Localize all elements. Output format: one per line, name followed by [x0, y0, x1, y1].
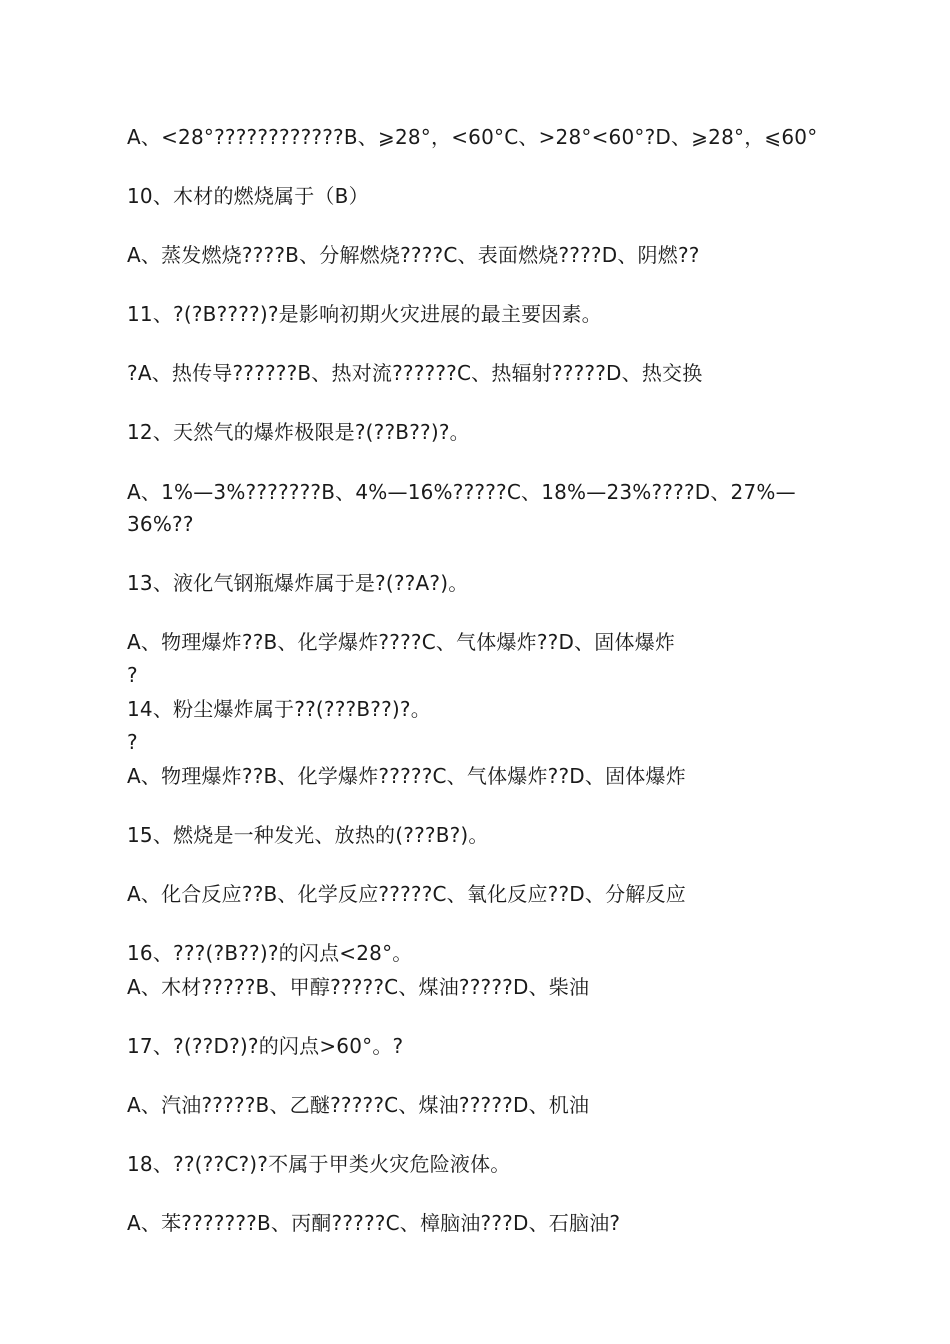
answer-options-18: A、苯???????B、丙酮?????C、樟脑油???D、石脑油?: [127, 1211, 621, 1235]
answer-options-11: ?A、热传导??????B、热对流??????C、热辐射?????D、热交换: [127, 361, 703, 385]
answer-options-12: A、1%—3%???????B、4%—16%?????C、18%—23%????D、27%—: [127, 480, 796, 504]
question-12: 12、天然气的爆炸极限是?(??B??)?。: [127, 420, 470, 444]
question-18: 18、??(??C?)?不属于甲类火灾危险液体。: [127, 1152, 511, 1176]
answer-options-15: A、化合反应??B、化学反应?????C、氧化反应??D、分解反应: [127, 882, 686, 906]
question-16: 16、???(?B??)?的闪点<28°。: [127, 941, 413, 965]
answer-options-9: A、<28°????????????B、⩾28°，<60°C、>28°<60°?D、⩾28°，⩽60°: [127, 125, 818, 149]
question-11: 11、?(?B????)?是影响初期火灾进展的最主要因素。: [127, 302, 602, 326]
answer-options-13: A、物理爆炸??B、化学爆炸????C、气体爆炸??D、固体爆炸: [127, 630, 676, 654]
answer-options-14: A、物理爆炸??B、化学爆炸?????C、气体爆炸??D、固体爆炸: [127, 764, 686, 788]
question-17: 17、?(??D?)?的闪点>60°。?: [127, 1034, 404, 1058]
stray-mark: ?: [127, 730, 138, 754]
question-10: 10、木材的燃烧属于（B）: [127, 184, 369, 208]
answer-options-17: A、汽油?????B、乙醚?????C、煤油?????D、机油: [127, 1093, 590, 1117]
question-13: 13、液化气钢瓶爆炸属于是?(??A?)。: [127, 571, 469, 595]
answer-options-12-continued: 36%??: [127, 512, 194, 536]
answer-options-16: A、木材?????B、甲醇?????C、煤油?????D、柴油: [127, 975, 590, 999]
answer-options-10: A、蒸发燃烧????B、分解燃烧????C、表面燃烧????D、阴燃??: [127, 243, 700, 267]
stray-mark: ?: [127, 663, 138, 687]
question-14: 14、粉尘爆炸属于??(???B??)?。: [127, 697, 431, 721]
question-15: 15、燃烧是一种发光、放热的(???B?)。: [127, 823, 489, 847]
